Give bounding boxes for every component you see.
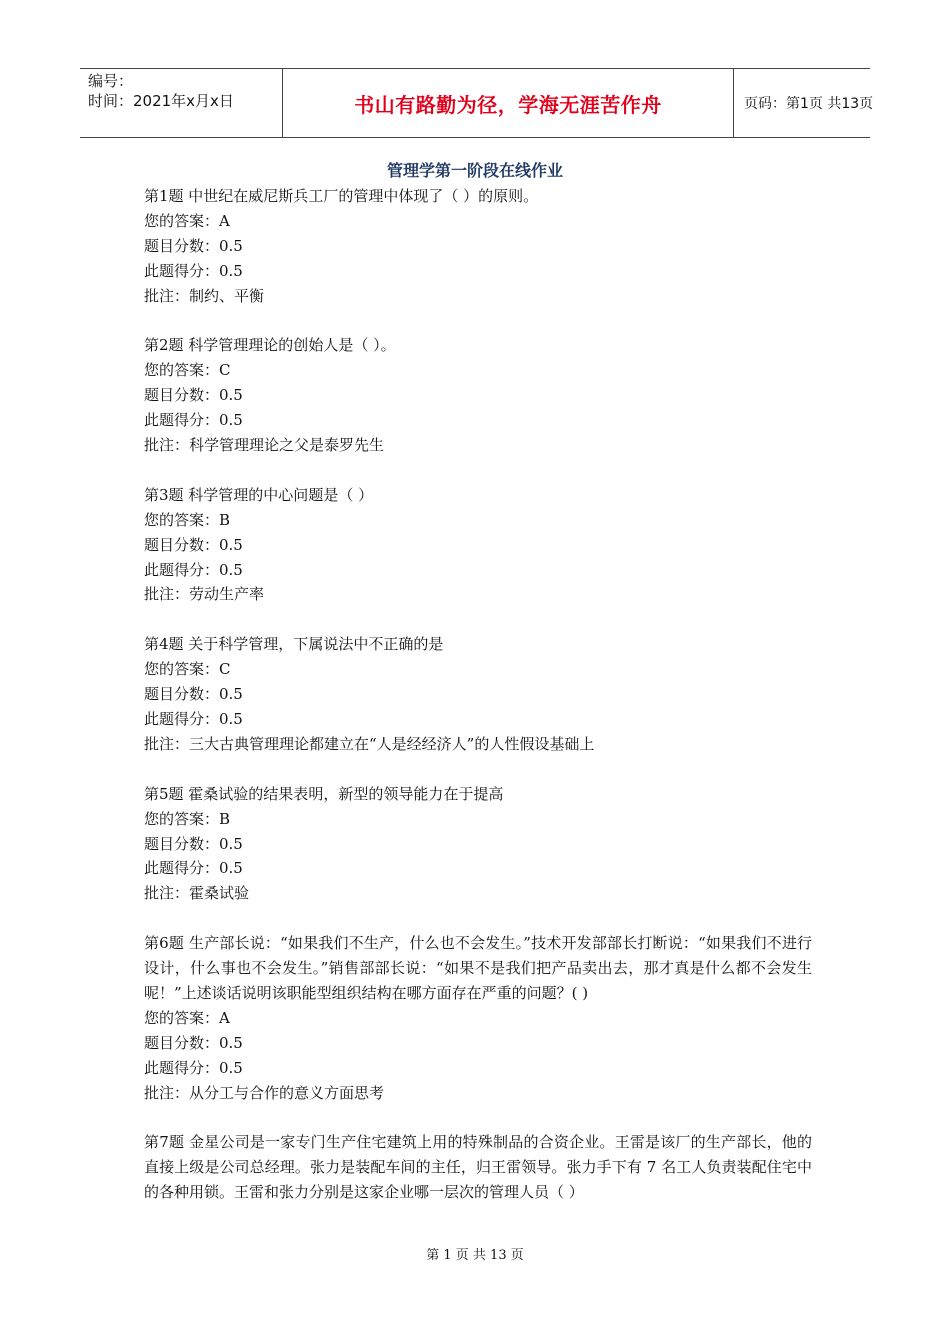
your-answer: 您的答案：B bbox=[144, 809, 231, 828]
question-score: 此题得分：0.5 bbox=[144, 1058, 243, 1077]
question-item bbox=[144, 333, 812, 458]
question-score: 此题得分：0.5 bbox=[144, 709, 243, 728]
question-note: 批注：三大古典管理理论都建立在“人是经经济人”的人性假设基础上 bbox=[144, 734, 595, 753]
question-text: 第1题 中世纪在威尼斯兵工厂的管理中体现了（ ）的原则。 bbox=[144, 187, 539, 205]
question-note: 批注：制约、平衡 bbox=[144, 286, 265, 305]
question-points: 题目分数：0.5 bbox=[144, 1033, 243, 1052]
question-score: 此题得分：0.5 bbox=[144, 560, 243, 579]
question-points: 题目分数：0.5 bbox=[144, 386, 243, 405]
question-text: 第6题 生产部长说：“如果我们不生产，什么也不会发生。”技术开发部部长打断说：“如果我们不进行设计，什么事也不会发生。”销售部部长说：“如果不是我们把产品卖出去，那才真是什么都不会发生呢！”上述谈话说明该职能型组织结构在哪方面存在严重的问题？( ) bbox=[144, 934, 812, 1002]
question-item bbox=[144, 782, 812, 907]
question-text: 第3题 科学管理的中心问题是（ ） bbox=[144, 485, 374, 504]
your-answer: 您的答案：A bbox=[144, 1008, 230, 1027]
question-note: 批注：科学管理理论之父是泰罗先生 bbox=[144, 436, 385, 455]
question-note: 批注：从分工与合作的意义方面思考 bbox=[144, 1083, 385, 1102]
question-text: 第5题 霍桑试验的结果表明，新型的领导能力在于提高 bbox=[144, 784, 504, 803]
question-item bbox=[144, 1130, 812, 1205]
header-motto: 书山有路勤为径，学海无涯苦作舟 bbox=[354, 92, 662, 117]
your-answer: 您的答案：C bbox=[144, 660, 231, 679]
your-answer: 您的答案：C bbox=[144, 361, 231, 380]
document-title: 管理学第一阶段在线作业 bbox=[386, 161, 563, 180]
page-footer: 第 1 页 共 13 页 bbox=[426, 1248, 524, 1263]
question-list bbox=[144, 184, 812, 1230]
your-answer: 您的答案：B bbox=[144, 510, 231, 529]
question-text: 第4题 关于科学管理，下属说法中不正确的是 bbox=[144, 635, 444, 654]
page-header bbox=[80, 68, 874, 138]
question-points: 题目分数：0.5 bbox=[144, 236, 243, 255]
header-meta bbox=[80, 69, 282, 137]
question-points: 题目分数：0.5 bbox=[144, 685, 243, 704]
header-motto-cell bbox=[282, 69, 734, 137]
question-note: 批注：劳动生产率 bbox=[144, 585, 265, 604]
question-text: 第2题 科学管理理论的创始人是（ ）。 bbox=[144, 336, 396, 355]
question-item bbox=[144, 483, 812, 608]
question-item bbox=[144, 184, 812, 309]
question-score: 此题得分：0.5 bbox=[144, 411, 243, 430]
question-item bbox=[144, 931, 812, 1105]
question-score: 此题得分：0.5 bbox=[144, 261, 243, 280]
question-text: 第7题 金星公司是一家专门生产住宅建筑上用的特殊制品的合资企业。王雷是该厂的生产部长，他的直接上级是公司总经理。张力是装配车间的主任，归王雷领导。张力手下有 7 名工人负责装配住宅中的各种用锁。王雷和张力分别是这家企业哪一层次的管理人员（ ） bbox=[144, 1133, 812, 1202]
your-answer: 您的答案：A bbox=[144, 211, 230, 230]
question-points: 题目分数：0.5 bbox=[144, 834, 243, 853]
document-number-label: 编号： bbox=[88, 72, 134, 90]
question-note: 批注：霍桑试验 bbox=[144, 884, 250, 903]
question-item bbox=[144, 632, 812, 757]
header-page-info: 页码：第1页 共13页 bbox=[744, 96, 874, 112]
question-points: 题目分数：0.5 bbox=[144, 535, 243, 554]
document-time-label: 时间：2021年x月x日 bbox=[88, 92, 234, 110]
question-score: 此题得分：0.5 bbox=[144, 859, 243, 878]
